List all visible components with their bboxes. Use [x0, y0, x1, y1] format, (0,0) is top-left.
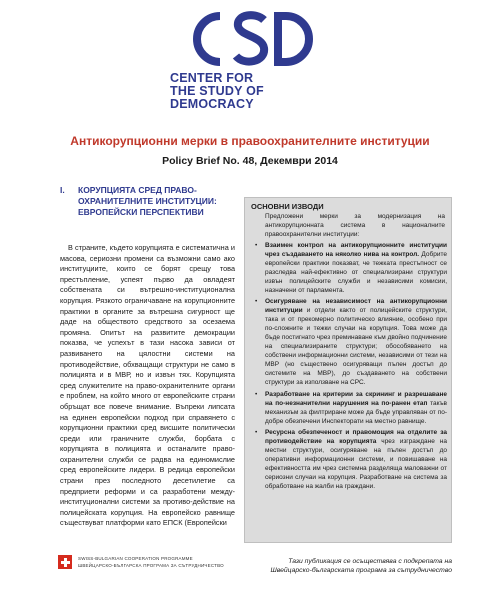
item-lead: Взаимен контрол на антикорупционните институции чрез създаването на няколко нива на контрол. [265, 242, 447, 258]
section-body [60, 243, 235, 529]
bullet-icon: • [255, 242, 258, 249]
document-title: Антикорупционни мерки в правоохранителните институции [70, 134, 430, 148]
conclusions-list [255, 241, 447, 494]
programme-logo [58, 553, 258, 573]
item-text: Добрите европейски практики показват, че тежката престъпност се разследва най-ефективно от специализирани структури извън полицейските служби и независими комисии, назначени от парламента. [265, 251, 447, 294]
swiss-flag-icon [58, 555, 72, 569]
list-item [255, 390, 447, 426]
org-line: CENTER FOR [170, 71, 254, 85]
section-title: КОРУПЦИЯТА СРЕД ПРАВО-ОХРАНИТЕЛНИТЕ ИНСТИТУЦИИ: ЕВРОПЕЙСКИ ПЕРСПЕКТИВИ [78, 185, 217, 217]
item-lead: Ресурсна обезпеченост и правомощия на отделите за противодействие на корупцията [265, 429, 447, 446]
section-number: I. [60, 185, 65, 195]
org-line: THE STUDY OF [170, 84, 264, 98]
item-text: такъв механизъм за филтриране може да бъде управляван от по-добре обезпечени Инспекторати на местно равнище. [265, 399, 447, 425]
list-item [255, 297, 447, 387]
org-line: DEMOCRACY [170, 97, 254, 111]
conclusions-title: ОСНОВНИ ИЗВОДИ [251, 202, 324, 211]
funding-note: Тази публикация се осъществява с подкрепата на Швейцарско-българската програма за сътрудничество [270, 558, 452, 574]
csd-logo-icon [186, 8, 314, 70]
header [0, 0, 500, 128]
body-paragraph: В страните, където корупцията е систематична и масова, сериозни промени са възможни само ако институциите, които се борят срещу това престъпление, успеят първо да овладеят собствената си вътрешно-институционална корупция. Рязкото ограничаване на корупционните практики в органите за вътрешна сигурност ще даде на обществото средството за осезаема промяна. Опитът на развитите демокрации показва, че успехът в тази насока зависи от развиването на цялостни системи на противодействие, обхващащи структури не само в полицията и в МВР, но и извън тях. Корупцията сред служителите на право-охранителните органи е проблем, на който много от европейските страни обръщат все повече внимание. Въпреки липсата на единен европейски подход при справянето с корупционни практики сред висшите политически среди или граничните служби, борбата с корупцията в полицията и останалите право-охранителни служби се радва на единомислие сред европейските лидери. В редица европейски страни през последното десетилетие са предприети реформи и са разработени между-институционални системи за противо-действие на полицейската корупция. На европейско равнище съществуват платформи като ЕПСК (Европейски [60, 243, 235, 528]
programme-name-en: SWISS-BULGARIAN COOPERATION PROGRAMME [78, 556, 193, 561]
conclusions-box [244, 197, 452, 543]
list-item [255, 428, 447, 491]
document-subtitle: Policy Brief No. 48, Декември 2014 [162, 155, 338, 167]
bullet-icon: • [255, 298, 258, 306]
conclusions-intro: Предложени мерки за модернизация на антикорупционната система в националните правоохранителни институции: [265, 213, 445, 238]
item-lead: Осигуряване на независимост на антикорупционни институции [265, 298, 447, 315]
item-lead: Разработване на критерии за скрининг и разрешаване на по-незначителни нарушения на по-ранен етап [265, 390, 447, 407]
list-item [255, 241, 447, 295]
programme-name-bg: ШВЕЙЦАРСКО-БЪЛГАРСКА ПРОГРАМА ЗА СЪТРУДНИЧЕСТВО [78, 563, 224, 568]
bullet-icon: • [255, 429, 258, 437]
item-text: и отдели както от полицейските структури, така и от прекомерно политическо влияние, особено при по-сложните и тежки случаи на корупция. Това може да бъде постигнато чрез преминаване към двойно подчинение на специализираните структури; обособяването на собствени информационни системи, независими от тези на МВР (но съществено осигуряващи пълен достъп до системите на МВР), до създаването на собствени структури за използване на СРС. [265, 307, 447, 387]
item-text: чрез изграждане на местни структури, осигуряване на пълен достъп до оперативни информационни системи, и повишаване на ефективността им чрез системна разделяща маловажни от сериозни случаи на корупция. Разработване на система за обработване на жалби на граждани. [265, 438, 447, 491]
org-name [170, 72, 330, 111]
bullet-icon: • [255, 390, 258, 398]
